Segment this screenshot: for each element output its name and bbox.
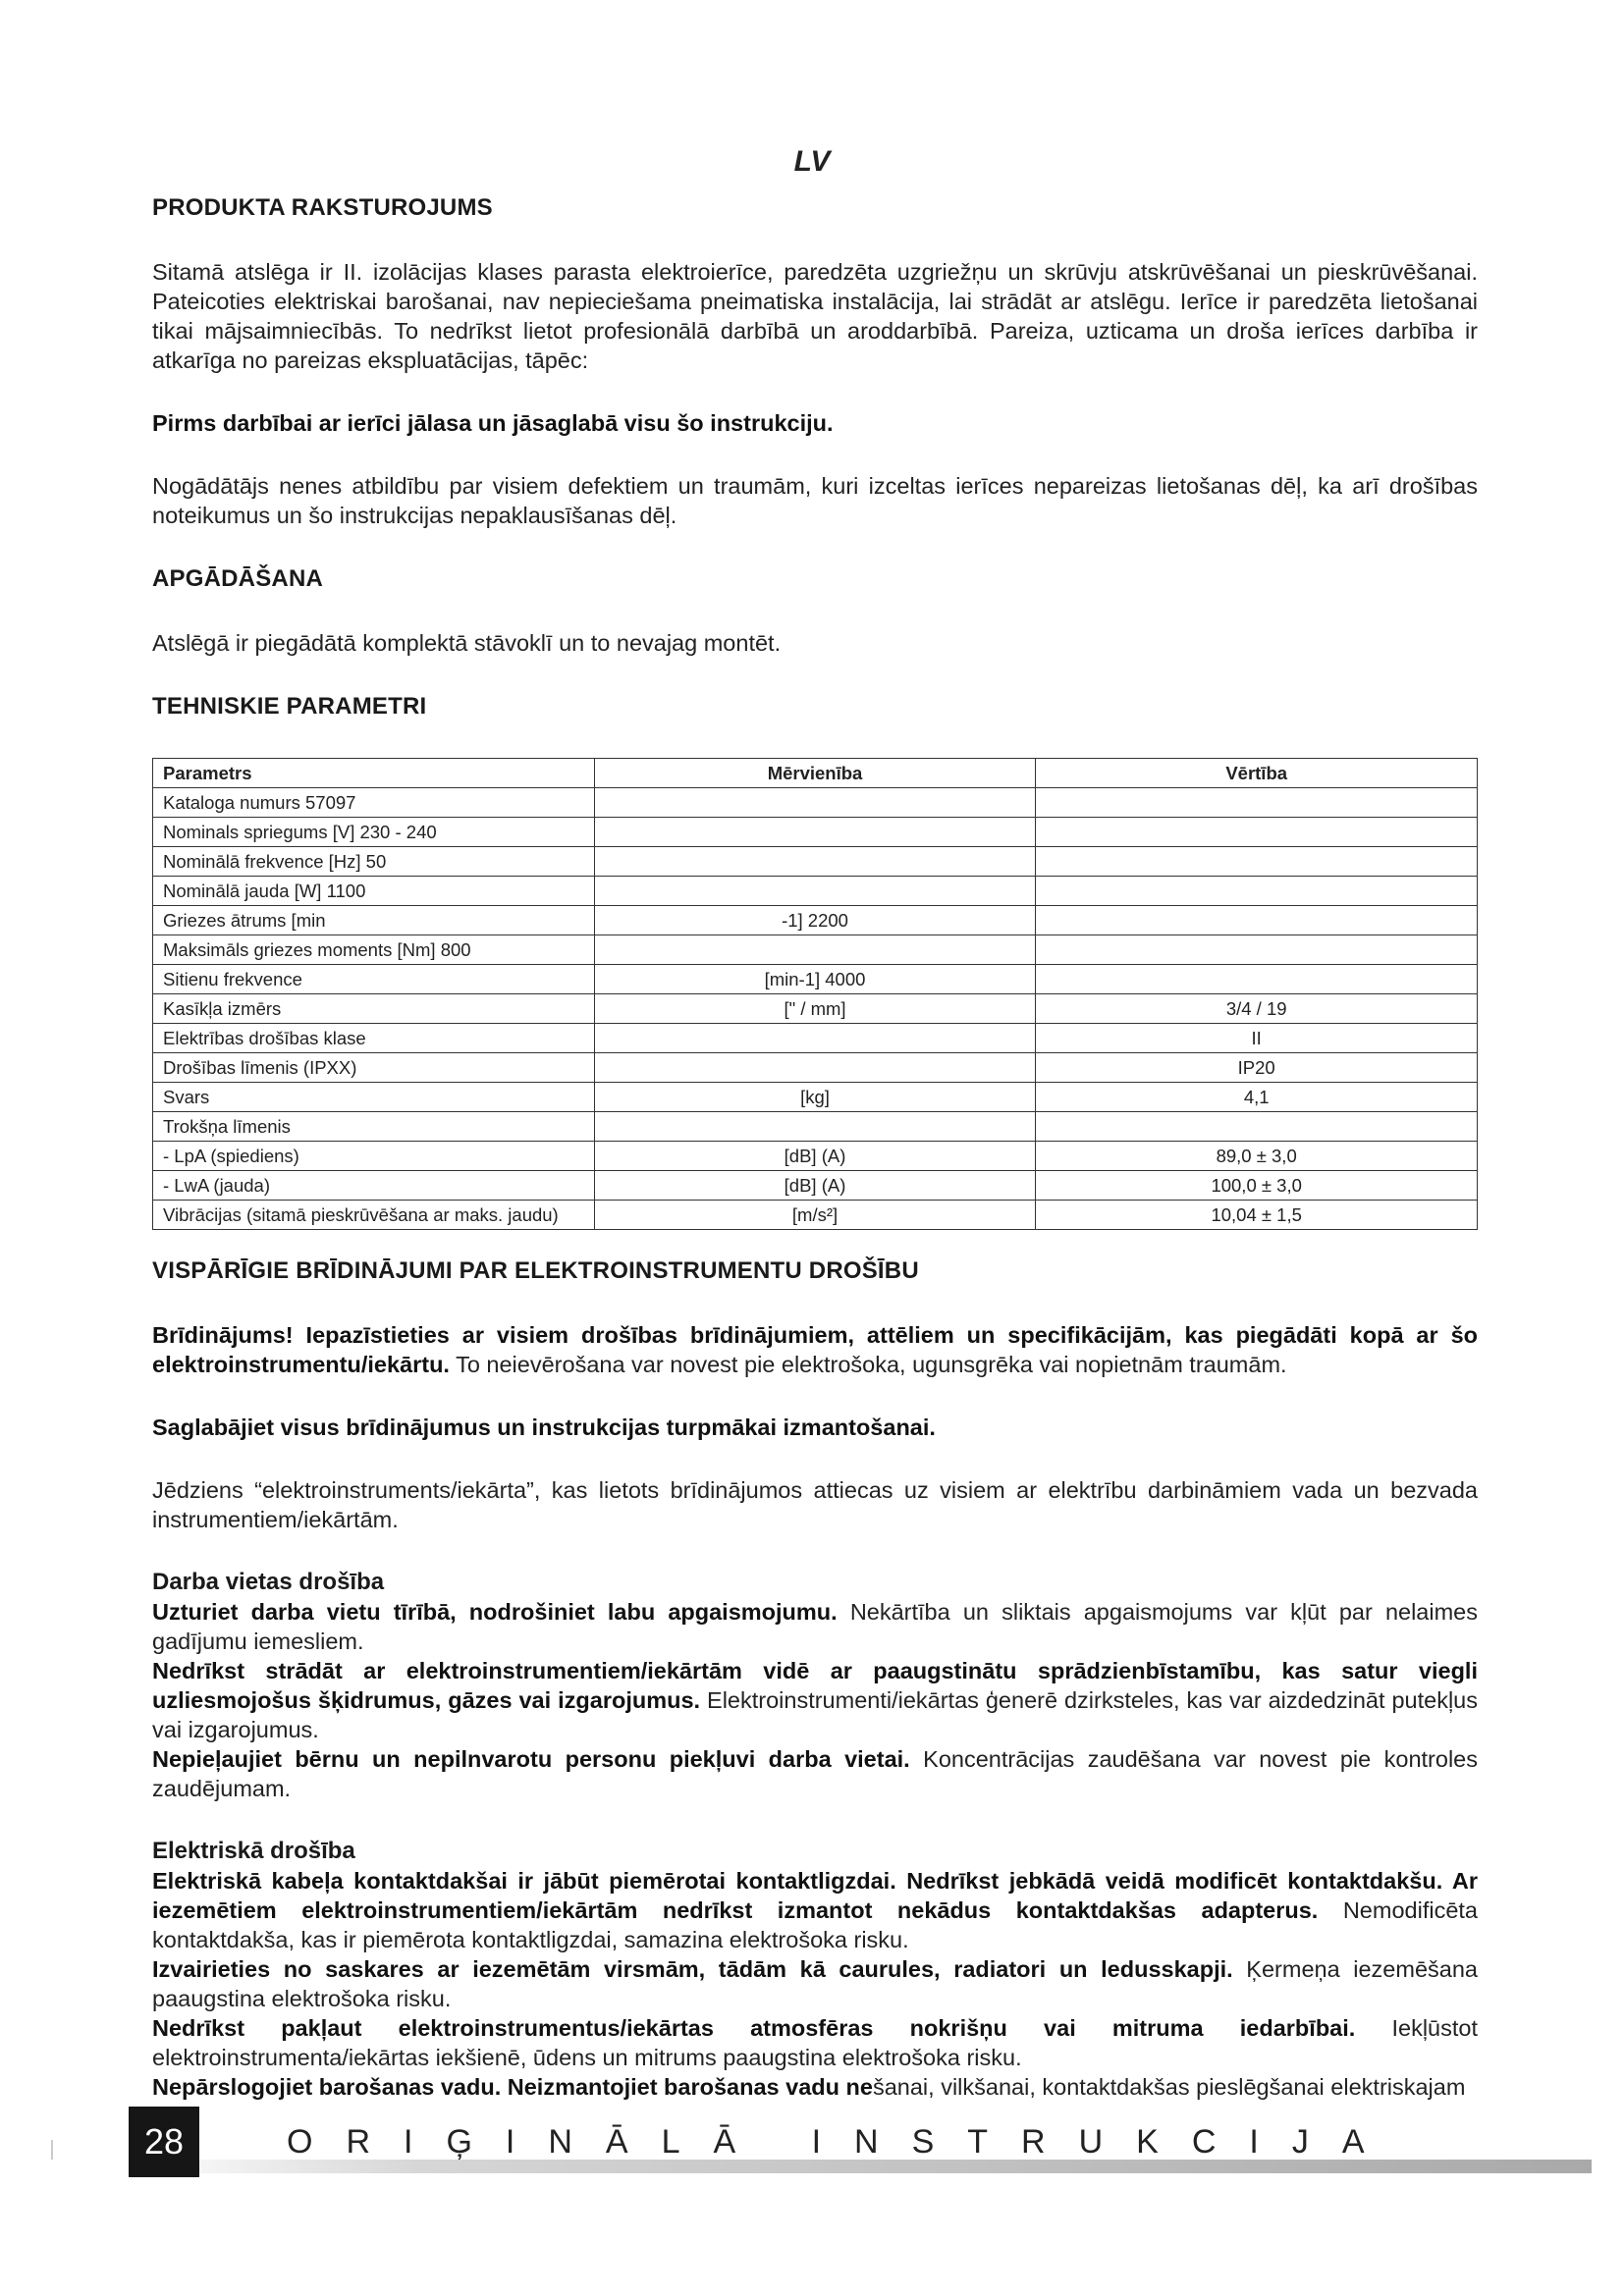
param-value-cell <box>1036 788 1478 818</box>
param-name-cell: Drošības līmenis (IPXX) <box>153 1053 595 1083</box>
table-row <box>153 1083 1478 1112</box>
table-row <box>153 1142 1478 1171</box>
param-value-cell: 100,0 ± 3,0 <box>1036 1171 1478 1201</box>
param-value-cell <box>1036 906 1478 935</box>
param-value-cell <box>1036 847 1478 877</box>
param-value-cell <box>1036 877 1478 906</box>
param-name-cell: Elektrības drošības klase <box>153 1024 595 1053</box>
param-unit-cell: [kg] <box>594 1083 1036 1112</box>
table-row <box>153 818 1478 847</box>
param-value-cell: 4,1 <box>1036 1083 1478 1112</box>
param-name-cell: Sitienu frekvence <box>153 965 595 994</box>
footer-title: ORIĢINĀLĀ INSTRUKCIJA <box>287 2123 1398 2161</box>
table-row <box>153 1171 1478 1201</box>
electrical-item-1: Elektriskā kabeļa kontaktdakšai ir jābūt piemērotai kontaktligzdai. Nedrīkst jebkādā veidā modificēt kontaktdakšu. Ar iezemētiem elektroinstrumentiem/iekārtām nedrīkst izmantot nekādus kontaktdakšas adapterus. Nemodificēta kontaktdakša, kas ir piemērota kontaktligzdai, samazina elektrošoka risku. <box>152 1868 1478 1952</box>
language-code: LV <box>793 145 831 178</box>
workplace-item-2: Nedrīkst strādāt ar elektroinstrumentiem/iekārtām vidē ar paaugstinātu sprādzienbīstamību, kas satur viegli uzliesmojošus šķidrumus, gāzes vai izgarojumus. Elektroinstrumenti/iekārtas ģenerē dzirksteles, kas var aizdedzināt putekļus vai izgarojumus. <box>152 1658 1478 1742</box>
col-header-value: Vērtība <box>1036 759 1478 788</box>
save-warnings-notice: Saglabājiet visus brīdinājumus un instrukcijas turpmākai izmantošanai. <box>152 1415 936 1440</box>
param-value-cell: IP20 <box>1036 1053 1478 1083</box>
electrical-item-2: Izvairieties no saskares ar iezemētām virsmām, tādām kā caurules, radiatori un ledusskapji. Ķermeņa iezemēšana paaugstina elektrošoka risku. <box>152 1956 1478 2011</box>
table-row <box>153 877 1478 906</box>
table-row <box>153 935 1478 965</box>
table-row <box>153 1053 1478 1083</box>
supply-text: Atslēgā ir piegādātā komplektā stāvoklī un to nevajag montēt. <box>152 630 782 656</box>
param-value-cell: 3/4 / 19 <box>1036 994 1478 1024</box>
param-name-cell: Vibrācijas (sitamā pieskrūvēšana ar maks. jaudu) <box>153 1201 595 1230</box>
margin-mark <box>51 2140 53 2160</box>
param-value-cell: 89,0 ± 3,0 <box>1036 1142 1478 1171</box>
param-name-cell: Griezes ātrums [min <box>153 906 595 935</box>
section-title-product: PRODUKTA RAKSTUROJUMS <box>152 194 493 221</box>
electrical-item-3: Nedrīkst pakļaut elektroinstrumentus/iekārtas atmosfēras nokrišņu vai mitruma iedarbībai. Iekļūstot elektroinstrumenta/iekārtas iekšienē, ūdens un mitrums paaugstina elektrošoka risku. <box>152 2015 1478 2070</box>
param-name-cell: Maksimāls griezes moments [Nm] 800 <box>153 935 595 965</box>
param-unit-cell <box>594 1024 1036 1053</box>
workplace-item-3: Nepieļaujiet bērnu un nepilnvarotu personu piekļuvi darba vietai. Koncentrācijas zaudēšana var novest pie kontroles zaudējumam. <box>152 1746 1478 1801</box>
col-header-unit: Mērvienība <box>594 759 1036 788</box>
electrical-item-4: Nepārslogojiet barošanas vadu. Neizmantojiet barošanas vadu nešanai, vilkšanai, kontaktdakšas pieslēgšanai elektriskajam <box>152 2074 1466 2100</box>
col-header-parameter: Parametrs <box>153 759 595 788</box>
product-description: Sitamā atslēga ir II. izolācijas klases parasta elektroierīce, paredzēta uzgriežņu un skrūvju atskrūvēšanai un pieskrūvēšanai. Pateicoties elektriskai barošanai, nav nepieciešama pneimatiska instalācija, lai strādāt ar atslēgu. Ierīce ir paredzēta lietošanai tikai mājsaimniecībās. To nedrīkst lietot profesionālā darbībā un aroddarbībā. Pareiza, uzticama un droša ierīces darbība ir atkarīga no pareizas ekspluatācijas, tāpēc: <box>152 259 1478 373</box>
param-unit-cell: -1] 2200 <box>594 906 1036 935</box>
table-row <box>153 788 1478 818</box>
param-name-cell: Nominālā frekvence [Hz] 50 <box>153 847 595 877</box>
term-definition: Jēdziens “elektroinstruments/iekārta”, kas lietots brīdinājumos attiecas uz visiem ar elektrību darbināmiem vada un bezvada instrumentiem/iekārtām. <box>152 1477 1478 1532</box>
workplace-item-1: Uzturiet darba vietu tīrībā, nodrošiniet labu apgaismojumu. Nekārtība un sliktais apgaismojums var kļūt par nelaimes gadījumu iemesliem. <box>152 1599 1478 1654</box>
param-unit-cell: [dB] (A) <box>594 1171 1036 1201</box>
param-unit-cell <box>594 1053 1036 1083</box>
param-unit-cell <box>594 788 1036 818</box>
param-name-cell: Nominālā jauda [W] 1100 <box>153 877 595 906</box>
subsection-title-electrical: Elektriskā drošība <box>152 1838 355 1864</box>
page-number: 28 <box>129 2107 199 2177</box>
table-row <box>153 1201 1478 1230</box>
param-unit-cell <box>594 1112 1036 1142</box>
read-instructions-notice: Pirms darbībai ar ierīci jālasa un jāsaglabā visu šo instrukciju. <box>152 410 834 436</box>
param-name-cell: Kataloga numurs 57097 <box>153 788 595 818</box>
table-row <box>153 1112 1478 1142</box>
param-value-cell: II <box>1036 1024 1478 1053</box>
table-row <box>153 965 1478 994</box>
param-unit-cell <box>594 818 1036 847</box>
param-name-cell: Kasīkļa izmērs <box>153 994 595 1024</box>
param-name-cell: Nominals spriegums [V] 230 - 240 <box>153 818 595 847</box>
param-value-cell <box>1036 818 1478 847</box>
table-row <box>153 847 1478 877</box>
section-title-supply: APGĀDĀŠANA <box>152 565 324 592</box>
table-header-row <box>153 759 1478 788</box>
param-value-cell: 10,04 ± 1,5 <box>1036 1201 1478 1230</box>
param-unit-cell: [dB] (A) <box>594 1142 1036 1171</box>
table-body <box>153 788 1478 1230</box>
param-unit-cell <box>594 877 1036 906</box>
param-unit-cell <box>594 935 1036 965</box>
table-row <box>153 1024 1478 1053</box>
tech-params-table <box>152 758 1478 1230</box>
table-row <box>153 906 1478 935</box>
liability-notice: Nogādātājs nenes atbildību par visiem defektiem un traumām, kuri izceltas ierīces nepareizas lietošanas dēļ, ka arī drošības noteikumus un šo instrukcijas nepaklausīšanas dēļ. <box>152 473 1478 528</box>
param-value-cell <box>1036 1112 1478 1142</box>
section-title-tech-params: TEHNISKIE PARAMETRI <box>152 693 427 720</box>
param-value-cell <box>1036 965 1478 994</box>
subsection-title-workplace: Darba vietas drošība <box>152 1569 385 1595</box>
param-unit-cell: [min-1] 4000 <box>594 965 1036 994</box>
param-name-cell: Trokšņa līmenis <box>153 1112 595 1142</box>
param-unit-cell: [" / mm] <box>594 994 1036 1024</box>
table-row <box>153 994 1478 1024</box>
param-value-cell <box>1036 935 1478 965</box>
param-name-cell: - LwA (jauda) <box>153 1171 595 1201</box>
section-title-general-warnings: VISPĀRĪGIE BRĪDINĀJUMI PAR ELEKTROINSTRUMENTU DROŠĪBU <box>152 1257 919 1284</box>
param-unit-cell: [m/s²] <box>594 1201 1036 1230</box>
param-unit-cell <box>594 847 1036 877</box>
param-name-cell: Svars <box>153 1083 595 1112</box>
page-content <box>152 192 1478 2102</box>
footer-gradient-bar <box>129 2160 1592 2173</box>
warning-intro: Brīdinājums! Iepazīstieties ar visiem drošības brīdinājumiem, attēliem un specifikācijām, kas piegādāti kopā ar šo elektroinstrumentu/iekārtu. To neievērošana var novest pie elektrošoka, ugunsgrēka vai nopietnām traumām. <box>152 1322 1478 1377</box>
param-name-cell: - LpA (spiediens) <box>153 1142 595 1171</box>
